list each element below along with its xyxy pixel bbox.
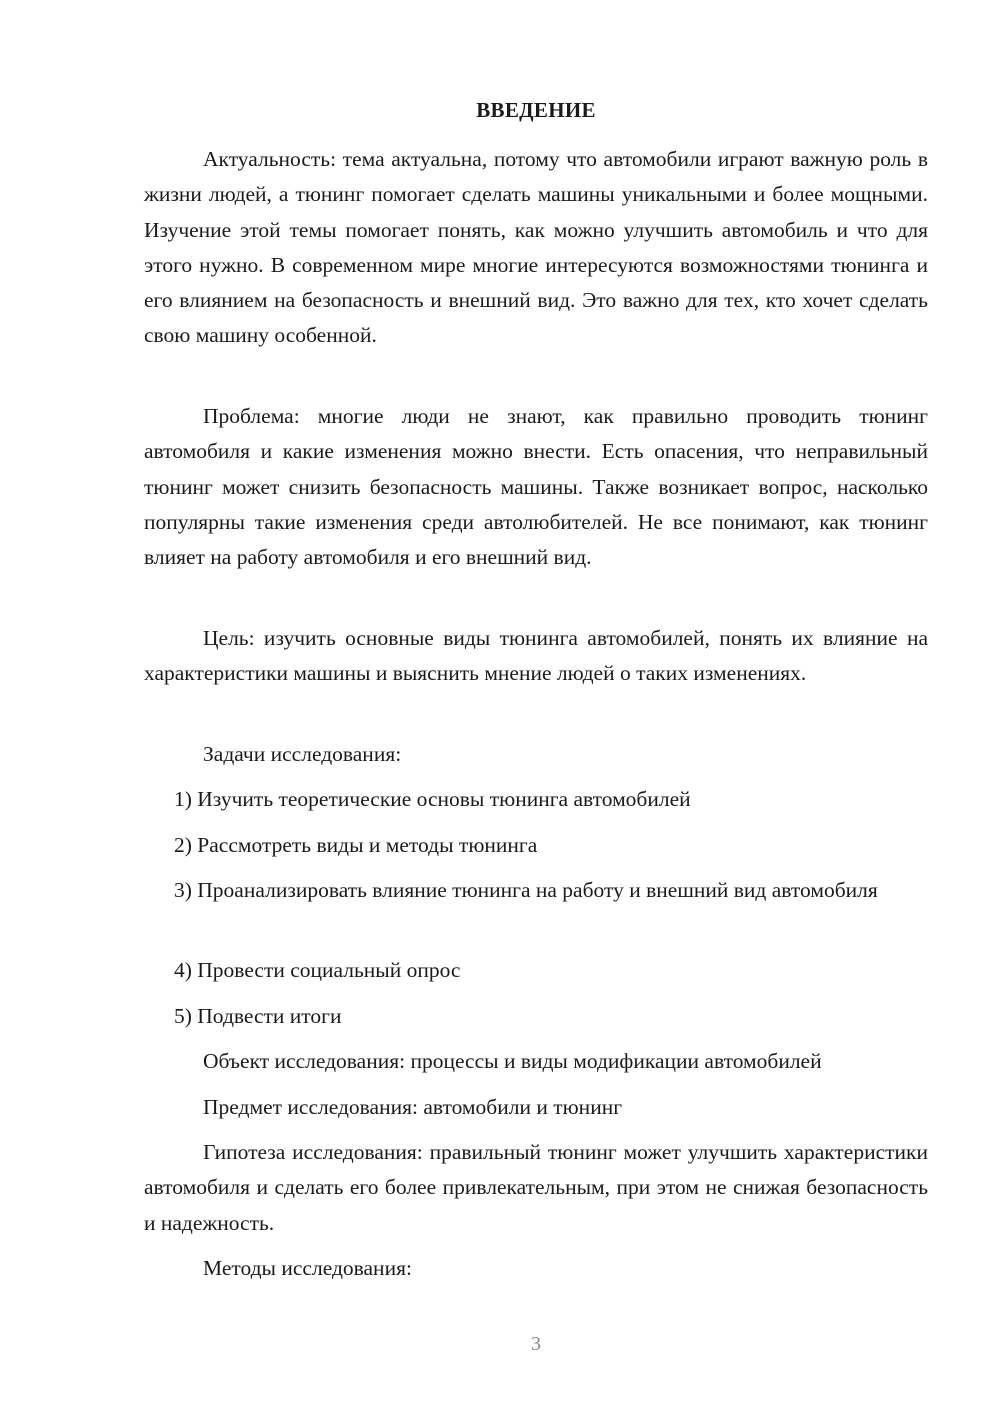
object-paragraph: Объект исследования: процессы и виды модификации автомобилей (203, 1049, 822, 1073)
subject-paragraph: Предмет исследования: автомобили и тюнинг (203, 1095, 623, 1119)
section-title: ВВЕДЕНИЕ (476, 98, 596, 122)
problem-paragraph: Проблема: многие люди не знают, как правильно проводить тюнинг автомобиля и какие изменения можно внести. Есть опасения, что неправильный тюнинг может снизить безопасность машины. Также возникает вопрос, насколько популярны такие изменения среди автолюбителей. Не все понимают, как тюнинг влияет на работу автомобиля и его внешний вид. (144, 404, 928, 570)
task-item-4: 4) Провести социальный опрос (174, 958, 461, 982)
task-item-5: 5) Подвести итоги (174, 1004, 342, 1028)
task-item-3: 3) Проанализировать влияние тюнинга на работу и внешний вид автомобиля (174, 878, 878, 902)
tasks-heading: Задачи исследования: (203, 742, 402, 766)
task-item-2: 2) Рассмотреть виды и методы тюнинга (174, 833, 538, 857)
goal-paragraph: Цель: изучить основные виды тюнинга автомобилей, понять их влияние на характеристики машины и выяснить мнение людей о таких изменениях. (144, 626, 928, 686)
relevance-paragraph: Актуальность: тема актуальна, потому что автомобили играют важную роль в жизни людей, а тюнинг помогает сделать машины уникальными и более мощными. Изучение этой темы помогает понять, как можно улучшить автомобиль и что для этого нужно. В современном мире многие интересуются возможностями тюнинга и его влиянием на безопасность и внешний вид. Это важно для тех, кто хочет сделать свою машину особенной. (144, 147, 928, 348)
methods-heading: Методы исследования: (203, 1256, 412, 1280)
page-number: 3 (531, 1333, 541, 1355)
hypothesis-paragraph: Гипотеза исследования: правильный тюнинг может улучшить характеристики автомобиля и сделать его более привлекательным, при этом не снижая безопасность и надежность. (144, 1140, 928, 1235)
task-item-1: 1) Изучить теоретические основы тюнинга автомобилей (174, 787, 691, 811)
